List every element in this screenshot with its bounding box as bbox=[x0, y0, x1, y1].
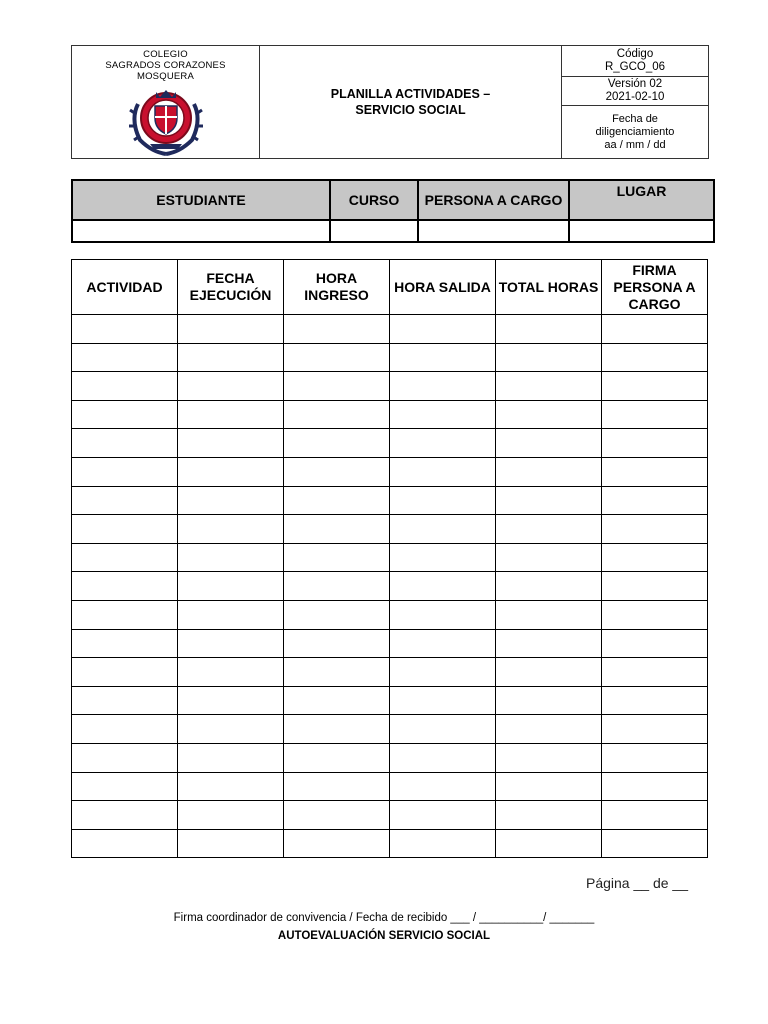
header-hora-ingreso: HORA INGRESO bbox=[284, 260, 390, 315]
cell-hora-salida[interactable] bbox=[390, 572, 496, 601]
cell-hora-ingreso[interactable] bbox=[284, 629, 390, 658]
cell-hora-ingreso[interactable] bbox=[284, 372, 390, 401]
cell-fecha-ejecucion[interactable] bbox=[178, 629, 284, 658]
cell-actividad[interactable] bbox=[72, 715, 178, 744]
cell-hora-ingreso[interactable] bbox=[284, 486, 390, 515]
cell-actividad[interactable] bbox=[72, 543, 178, 572]
cell-firma[interactable] bbox=[602, 315, 708, 344]
cell-hora-ingreso[interactable] bbox=[284, 801, 390, 830]
cell-firma[interactable] bbox=[602, 715, 708, 744]
header-actividad: ACTIVIDAD bbox=[72, 260, 178, 315]
cell-firma[interactable] bbox=[602, 457, 708, 486]
cell-total-horas[interactable] bbox=[496, 515, 602, 544]
fecha-cell: Fecha de diligenciamiento aa / mm / dd bbox=[562, 106, 709, 159]
header-fecha-ejecucion: FECHA EJECUCIÓN bbox=[178, 260, 284, 315]
cell-fecha-ejecucion[interactable] bbox=[178, 543, 284, 572]
table-row bbox=[72, 743, 708, 772]
student-table bbox=[71, 179, 715, 243]
field-estudiante[interactable] bbox=[72, 220, 330, 242]
cell-hora-ingreso[interactable] bbox=[284, 343, 390, 372]
cell-firma[interactable] bbox=[602, 429, 708, 458]
cell-hora-salida[interactable] bbox=[390, 315, 496, 344]
school-name: COLEGIO SAGRADOS CORAZONES MOSQUERA bbox=[105, 49, 226, 82]
cell-hora-salida[interactable] bbox=[390, 515, 496, 544]
document-title: PLANILLA ACTIVIDADES – SERVICIO SOCIAL bbox=[330, 87, 491, 117]
coordinator-signature-line: Firma coordinador de convivencia / Fecha de recibido ___ / __________/ _______ bbox=[173, 912, 595, 924]
cell-hora-salida[interactable] bbox=[390, 801, 496, 830]
cell-fecha-ejecucion[interactable] bbox=[178, 515, 284, 544]
self-evaluation-heading: AUTOEVALUACIÓN SERVICIO SOCIAL bbox=[277, 930, 491, 942]
header-firma-persona-a-cargo: FIRMA PERSONA A CARGO bbox=[602, 260, 708, 315]
cell-hora-ingreso[interactable] bbox=[284, 715, 390, 744]
table-row bbox=[72, 400, 708, 429]
cell-firma[interactable] bbox=[602, 629, 708, 658]
cell-hora-ingreso[interactable] bbox=[284, 315, 390, 344]
cell-firma[interactable] bbox=[602, 801, 708, 830]
cell-fecha-ejecucion[interactable] bbox=[178, 457, 284, 486]
cell-fecha-ejecucion[interactable] bbox=[178, 715, 284, 744]
cell-total-horas[interactable] bbox=[496, 686, 602, 715]
cell-fecha-ejecucion[interactable] bbox=[178, 743, 284, 772]
cell-hora-ingreso[interactable] bbox=[284, 686, 390, 715]
cell-actividad[interactable] bbox=[72, 801, 178, 830]
table-row bbox=[72, 686, 708, 715]
cell-fecha-ejecucion[interactable] bbox=[178, 372, 284, 401]
cell-firma[interactable] bbox=[602, 543, 708, 572]
cell-fecha-ejecucion[interactable] bbox=[178, 658, 284, 687]
table-row bbox=[72, 801, 708, 830]
cell-fecha-ejecucion[interactable] bbox=[178, 829, 284, 858]
table-row bbox=[72, 486, 708, 515]
cell-firma[interactable] bbox=[602, 658, 708, 687]
field-curso[interactable] bbox=[330, 220, 418, 242]
cell-actividad[interactable] bbox=[72, 772, 178, 801]
header-persona-a-cargo: PERSONA A CARGO bbox=[418, 180, 569, 220]
cell-firma[interactable] bbox=[602, 686, 708, 715]
cell-total-horas[interactable] bbox=[496, 743, 602, 772]
cell-hora-salida[interactable] bbox=[390, 829, 496, 858]
cell-hora-salida[interactable] bbox=[390, 658, 496, 687]
version-date: 2021-02-10 bbox=[605, 91, 665, 103]
cell-total-horas[interactable] bbox=[496, 772, 602, 801]
cell-hora-salida[interactable] bbox=[390, 457, 496, 486]
cell-total-horas[interactable] bbox=[496, 801, 602, 830]
cell-actividad[interactable] bbox=[72, 629, 178, 658]
codigo-value: R_GCO_06 bbox=[604, 61, 666, 73]
cell-fecha-ejecucion[interactable] bbox=[178, 400, 284, 429]
table-row bbox=[72, 429, 708, 458]
header-total-horas: TOTAL HORAS bbox=[496, 260, 602, 315]
cell-firma[interactable] bbox=[602, 829, 708, 858]
cell-hora-salida[interactable] bbox=[390, 486, 496, 515]
cell-firma[interactable] bbox=[602, 772, 708, 801]
cell-actividad[interactable] bbox=[72, 515, 178, 544]
activities-body bbox=[72, 315, 708, 858]
cell-total-horas[interactable] bbox=[496, 486, 602, 515]
field-persona-a-cargo[interactable] bbox=[418, 220, 569, 242]
codigo-label: Código bbox=[616, 48, 654, 60]
header-estudiante: ESTUDIANTE bbox=[72, 180, 330, 220]
cell-total-horas[interactable] bbox=[496, 829, 602, 858]
cell-hora-salida[interactable] bbox=[390, 629, 496, 658]
cell-hora-ingreso[interactable] bbox=[284, 543, 390, 572]
cell-firma[interactable] bbox=[602, 515, 708, 544]
school-crest-icon bbox=[126, 84, 206, 156]
cell-fecha-ejecucion[interactable] bbox=[178, 772, 284, 801]
cell-actividad[interactable] bbox=[72, 686, 178, 715]
cell-hora-ingreso[interactable] bbox=[284, 600, 390, 629]
table-row bbox=[72, 600, 708, 629]
cell-fecha-ejecucion[interactable] bbox=[178, 429, 284, 458]
version-cell bbox=[562, 77, 709, 106]
table-row bbox=[72, 457, 708, 486]
header-curso: CURSO bbox=[330, 180, 418, 220]
cell-hora-salida[interactable] bbox=[390, 743, 496, 772]
cell-fecha-ejecucion[interactable] bbox=[178, 801, 284, 830]
cell-total-horas[interactable] bbox=[496, 315, 602, 344]
cell-fecha-ejecucion[interactable] bbox=[178, 686, 284, 715]
codigo-cell bbox=[562, 46, 709, 77]
cell-fecha-ejecucion[interactable] bbox=[178, 600, 284, 629]
cell-hora-ingreso[interactable] bbox=[284, 743, 390, 772]
cell-total-horas[interactable] bbox=[496, 715, 602, 744]
cell-total-horas[interactable] bbox=[496, 400, 602, 429]
cell-fecha-ejecucion[interactable] bbox=[178, 315, 284, 344]
cell-hora-ingreso[interactable] bbox=[284, 658, 390, 687]
cell-actividad[interactable] bbox=[72, 400, 178, 429]
cell-total-horas[interactable] bbox=[496, 572, 602, 601]
activities-table bbox=[71, 259, 708, 858]
cell-hora-salida[interactable] bbox=[390, 343, 496, 372]
table-row bbox=[72, 515, 708, 544]
cell-firma[interactable] bbox=[602, 343, 708, 372]
cell-actividad[interactable] bbox=[72, 457, 178, 486]
cell-hora-ingreso[interactable] bbox=[284, 515, 390, 544]
page-number: Página __ de __ bbox=[586, 875, 688, 891]
table-row bbox=[72, 629, 708, 658]
table-row bbox=[72, 772, 708, 801]
cell-hora-ingreso[interactable] bbox=[284, 429, 390, 458]
cell-actividad[interactable] bbox=[72, 600, 178, 629]
cell-actividad[interactable] bbox=[72, 315, 178, 344]
cell-hora-salida[interactable] bbox=[390, 686, 496, 715]
table-row bbox=[72, 829, 708, 858]
cell-actividad[interactable] bbox=[72, 743, 178, 772]
cell-hora-salida[interactable] bbox=[390, 429, 496, 458]
cell-actividad[interactable] bbox=[72, 343, 178, 372]
cell-actividad[interactable] bbox=[72, 429, 178, 458]
table-row bbox=[72, 343, 708, 372]
cell-total-horas[interactable] bbox=[496, 372, 602, 401]
cell-fecha-ejecucion[interactable] bbox=[178, 486, 284, 515]
table-row bbox=[72, 543, 708, 572]
cell-actividad[interactable] bbox=[72, 486, 178, 515]
table-row bbox=[72, 572, 708, 601]
cell-total-horas[interactable] bbox=[496, 343, 602, 372]
header-hora-salida: HORA SALIDA bbox=[390, 260, 496, 315]
cell-fecha-ejecucion[interactable] bbox=[178, 343, 284, 372]
cell-hora-salida[interactable] bbox=[390, 772, 496, 801]
cell-hora-ingreso[interactable] bbox=[284, 400, 390, 429]
cell-hora-ingreso[interactable] bbox=[284, 772, 390, 801]
cell-hora-salida[interactable] bbox=[390, 400, 496, 429]
cell-actividad[interactable] bbox=[72, 829, 178, 858]
cell-hora-ingreso[interactable] bbox=[284, 457, 390, 486]
cell-actividad[interactable] bbox=[72, 658, 178, 687]
table-row bbox=[72, 715, 708, 744]
cell-firma[interactable] bbox=[602, 743, 708, 772]
cell-firma[interactable] bbox=[602, 372, 708, 401]
school-cell bbox=[72, 46, 260, 159]
cell-hora-ingreso[interactable] bbox=[284, 572, 390, 601]
cell-total-horas[interactable] bbox=[496, 600, 602, 629]
cell-firma[interactable] bbox=[602, 486, 708, 515]
cell-firma[interactable] bbox=[602, 572, 708, 601]
cell-actividad[interactable] bbox=[72, 572, 178, 601]
version-label: Versión 02 bbox=[607, 78, 663, 90]
cell-hora-salida[interactable] bbox=[390, 372, 496, 401]
cell-total-horas[interactable] bbox=[496, 457, 602, 486]
cell-actividad[interactable] bbox=[72, 372, 178, 401]
header-lugar: LUGAR bbox=[569, 180, 714, 220]
cell-firma[interactable] bbox=[602, 600, 708, 629]
cell-hora-salida[interactable] bbox=[390, 543, 496, 572]
field-lugar[interactable] bbox=[569, 220, 714, 242]
cell-fecha-ejecucion[interactable] bbox=[178, 572, 284, 601]
cell-total-horas[interactable] bbox=[496, 543, 602, 572]
cell-total-horas[interactable] bbox=[496, 658, 602, 687]
table-row bbox=[72, 372, 708, 401]
cell-hora-salida[interactable] bbox=[390, 600, 496, 629]
cell-total-horas[interactable] bbox=[496, 429, 602, 458]
table-row bbox=[72, 315, 708, 344]
table-row bbox=[72, 658, 708, 687]
cell-total-horas[interactable] bbox=[496, 629, 602, 658]
cell-hora-salida[interactable] bbox=[390, 715, 496, 744]
cell-firma[interactable] bbox=[602, 400, 708, 429]
cell-hora-ingreso[interactable] bbox=[284, 829, 390, 858]
document-header bbox=[71, 45, 709, 159]
document-title-cell bbox=[260, 46, 562, 159]
